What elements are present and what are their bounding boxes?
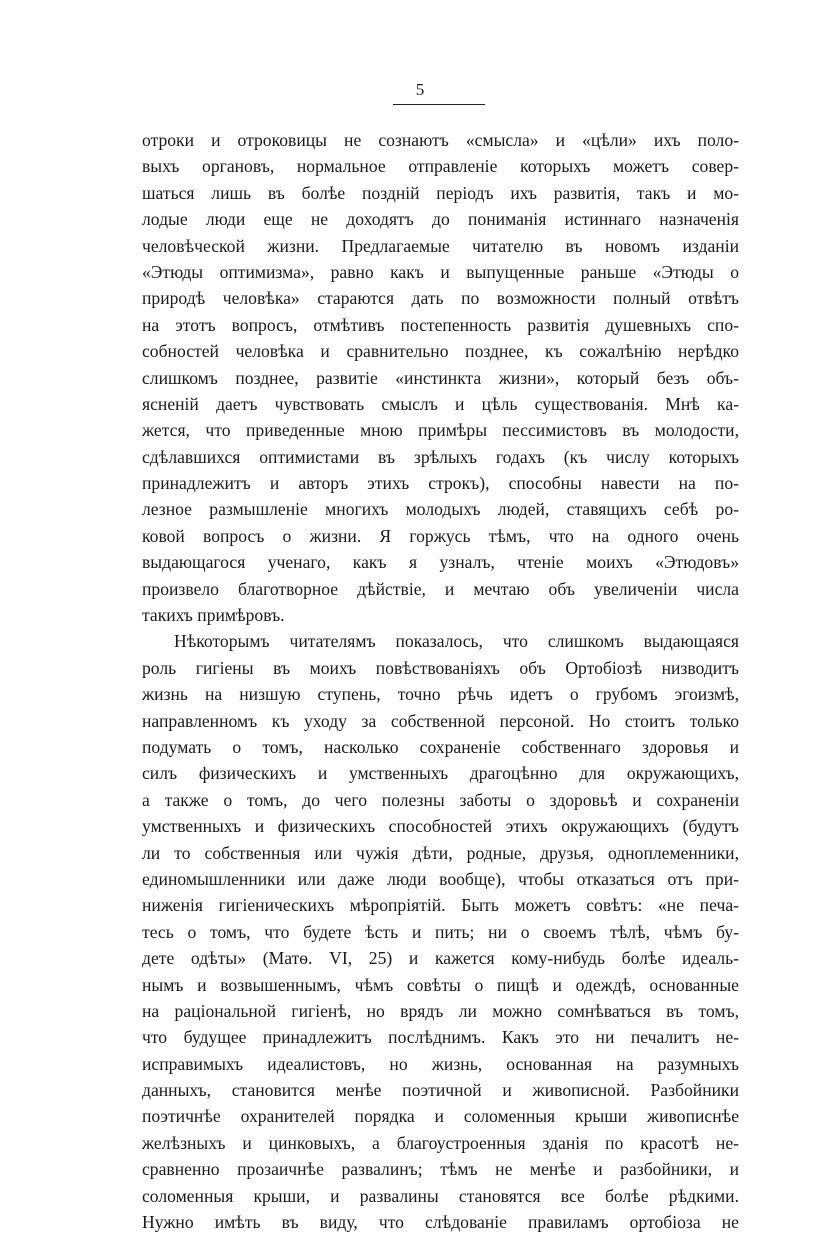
text-line: лезное размышленіе многихъ молодыхъ людей, ставящихъ себѣ ро- [142, 499, 739, 520]
text-line: природѣ человѣка» стараются дать по возможности полный отвѣтъ [142, 288, 739, 309]
text-line: на этотъ вопросъ, отмѣтивъ постепенность развитія душевныхъ спо- [142, 314, 739, 335]
text-line: ковой вопросъ о жизни. Я горжусь тѣмъ, что на одного очень [142, 525, 739, 546]
text-line: собностей человѣка и сравнительно позднее, къ сожалѣнію нерѣдко [142, 341, 739, 362]
text-line: исправимыхъ идеалистовъ, но жизнь, основанная на разумныхъ [142, 1053, 739, 1074]
text-line: роль гигіены въ моихъ повѣствованіяхъ объ Ортобіозѣ низводитъ [142, 657, 739, 678]
text-line: шаться лишь въ болѣе поздній періодъ ихъ развитія, такъ и мо- [142, 182, 739, 203]
text-line: ясненій даетъ чувствовать смыслъ и цѣль существованія. Мнѣ ка- [142, 393, 739, 414]
text-line: тесь о томъ, что будете ѣсть и пить; ни о своемъ тѣлѣ, чѣмъ бу- [142, 921, 739, 942]
text-line: Нѣкоторымъ читателямъ показалось, что слишкомъ выдающаяся [174, 631, 739, 652]
text-line: умственныхъ и физическихъ способностей этихъ окружающихъ (будутъ [142, 816, 739, 837]
text-line: выдающагося ученаго, какъ я узналъ, чтеніе моихъ «Этюдовъ» [142, 552, 739, 573]
text-line: желѣзныхъ и цинковыхъ, а благоустроенныя зданія по красотѣ не- [142, 1132, 739, 1153]
text-line: произвело благотворное дѣйствіе, и мечтаю объ увеличеніи числа [142, 578, 739, 599]
text-line: принадлежитъ и авторъ этихъ строкъ), способны навести на по- [142, 473, 739, 494]
text-line: сдѣлавшихся оптимистами въ зрѣлыхъ годахъ (къ числу которыхъ [142, 446, 739, 467]
text-line: единомышленники или даже люди вообще), чтобы отказаться отъ при- [142, 868, 739, 889]
text-line: отроки и отроковицы не сознаютъ «смысла» и «цѣли» ихъ поло- [142, 130, 739, 150]
text-line: на раціональной гигіенѣ, но врядъ ли можно сомнѣваться въ томъ, [142, 1000, 739, 1021]
text-line: выхъ органовъ, нормальное отправленіе которыхъ можетъ совер- [142, 156, 739, 177]
text-line: жизнь на низшую ступень, точно рѣчь идетъ о грубомъ эгоизмѣ, [142, 684, 739, 705]
page-number: 5 [415, 80, 425, 99]
text-line: направленномъ къ уходу за собственной персоной. Но стоитъ только [142, 710, 739, 731]
body-text [142, 127, 739, 1235]
text-line: слишкомъ позднее, развитіе «инстинкта жизни», который безъ объ- [142, 367, 739, 388]
text-line: данныхъ, становится менѣе поэтичной и живописной. Разбойники [142, 1080, 739, 1101]
text-line: а также о томъ, до чего полезны заботы о здоровьѣ и сохраненіи [142, 789, 739, 810]
text-line: лодые люди еще не доходятъ до пониманія истиннаго назначенія [142, 209, 739, 230]
text-line: дете одѣты» (Матѳ. VI, 25) и кажется кому-нибудь болѣе идеаль- [142, 948, 739, 969]
text-line: нымъ и возвышеннымъ, чѣмъ совѣты о пищѣ и одеждѣ, основанные [142, 974, 739, 995]
text-line: соломенныя крыши, и развалины становятся все болѣе рѣдкими. [142, 1185, 739, 1206]
text-line: жется, что приведенные мною примѣры пессимистовъ въ молодости, [142, 420, 739, 441]
header-rule [393, 104, 485, 105]
text-line: что будущее принадлежитъ послѣднимъ. Какъ это ни печалитъ не- [142, 1027, 739, 1048]
text-line: поэтичнѣе охранителей порядка и соломенныя крыши живописнѣе [142, 1106, 739, 1127]
text-line: такихъ примѣровъ. [142, 605, 285, 626]
text-line: сравненно прозаичнѣе развалинъ; тѣмъ не менѣе и разбойники, и [142, 1159, 739, 1180]
text-line: силъ физическихъ и умственныхъ драгоцѣнно для окружающихъ, [142, 763, 739, 784]
text-line: Нужно имѣть въ виду, что слѣдованіе правиламъ ортобіоза не [142, 1212, 739, 1233]
text-line: ли то собственныя или чужія дѣти, родные, друзья, одноплеменники, [142, 842, 739, 863]
text-line: подумать о томъ, насколько сохраненіе собственнаго здоровья и [142, 736, 739, 757]
text-line: человѣческой жизни. Предлагаемые читателю въ новомъ изданіи [142, 235, 739, 256]
text-line: ниженія гигіеническихъ мѣропріятій. Быть можетъ совѣтъ: «не печа- [142, 895, 739, 916]
text-line: «Этюды оптимизма», равно какъ и выпущенные раньше «Этюды о [142, 261, 739, 282]
